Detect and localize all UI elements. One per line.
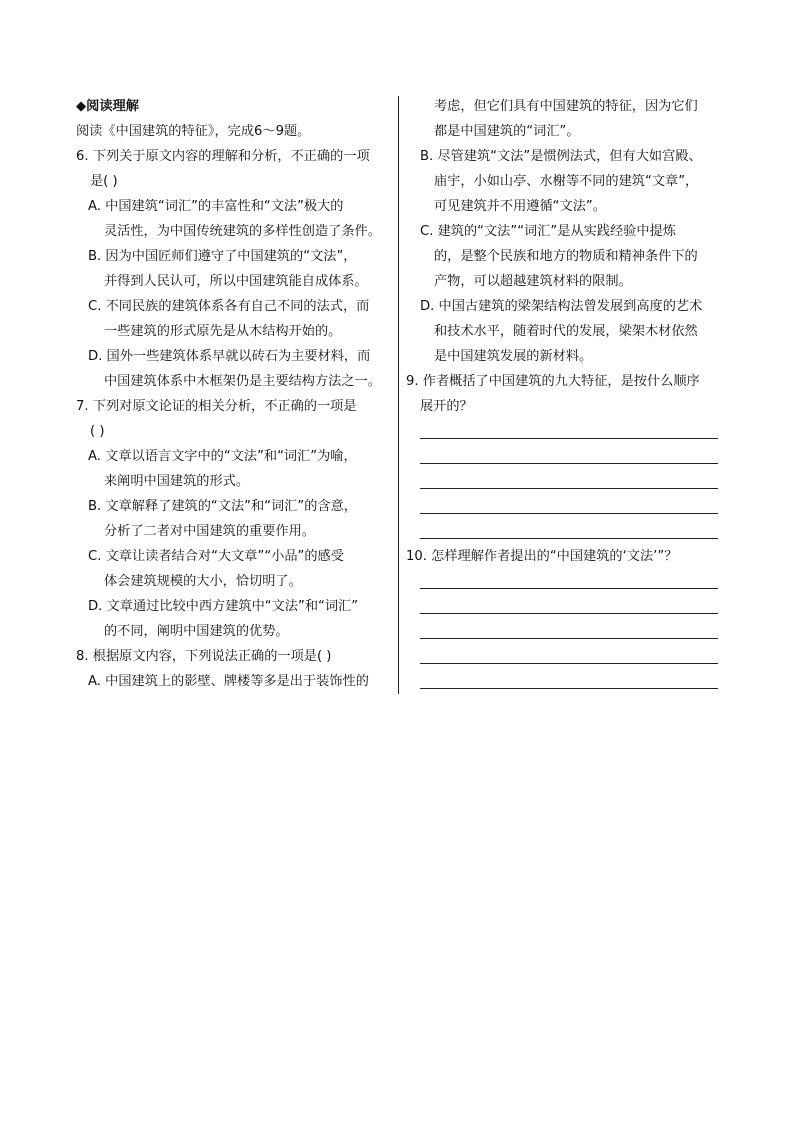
- q9-stem-cont: 展开的？: [420, 399, 473, 414]
- q9-answer-line-4[interactable]: [420, 513, 718, 514]
- q10-answer-line-2[interactable]: [420, 613, 718, 614]
- q8-option-a-cont-2: 都是中国建筑的“词汇”。: [434, 124, 580, 139]
- q9-answer-line-5[interactable]: [420, 538, 718, 539]
- q10-answer-line-1[interactable]: [420, 588, 718, 589]
- q8-option-d: D. 中国古建筑的梁架结构法曾发展到高度的艺术: [420, 299, 703, 314]
- q8-stem: 8. 根据原文内容，下列说法正确的一项是( ): [76, 649, 332, 664]
- q6-option-b-cont: 并得到人民认可，所以中国建筑能自成体系。: [104, 274, 368, 289]
- right-column: [406, 94, 724, 419]
- q9-answer-line-2[interactable]: [420, 463, 718, 464]
- q8-option-a: A. 中国建筑上的影壁、牌楼等多是出于装饰性的: [88, 674, 369, 689]
- q6-stem: 6. 下列关于原文内容的理解和分析，不正确的一项: [76, 149, 370, 164]
- q6-stem-cont: 是( ): [90, 174, 118, 189]
- q8-option-d-cont-2: 是中国建筑发展的新材料。: [434, 349, 593, 364]
- q7-option-b: B. 文章解释了建筑的“文法”和“词汇”的含意，: [88, 499, 357, 514]
- q8-option-b: B. 尽管建筑“文法”是惯例法式，但有大如宫殿、: [420, 149, 702, 164]
- q8-option-b-cont-2: 可见建筑并不用遵循“文法”。: [434, 199, 606, 214]
- q10-stem: 10. 怎样理解作者提出的“中国建筑的‘文法’”？: [406, 549, 678, 564]
- q8-option-c-cont: 的，是整个民族和地方的物质和精神条件下的: [434, 249, 698, 264]
- q10-answer-line-5[interactable]: [420, 688, 718, 689]
- q8-option-b-cont: 庙宇，小如山亭、水榭等不同的建筑“文章”，: [434, 174, 699, 189]
- q8-option-c: C. 建筑的“文法”“词汇”是从实践经验中提炼: [420, 224, 676, 239]
- q10-answer-line-3[interactable]: [420, 638, 718, 639]
- q8-option-a-cont: 考虑，但它们具有中国建筑的特征，因为它们: [434, 99, 698, 114]
- q9-stem: 9. 作者概括了中国建筑的九大特征，是按什么顺序: [406, 374, 700, 389]
- q10-answer-line-4[interactable]: [420, 663, 718, 664]
- column-divider: [398, 96, 399, 694]
- q6-option-a: A. 中国建筑“词汇”的丰富性和“文法”极大的: [88, 199, 344, 214]
- q9-answer-line-1[interactable]: [420, 438, 718, 439]
- q6-option-d-cont: 中国建筑体系中木框架仍是主要结构方法之一。: [104, 374, 381, 389]
- q7-option-b-cont: 分析了二者对中国建筑的重要作用。: [104, 524, 315, 539]
- q7-option-a-cont: 来阐明中国建筑的形式。: [104, 474, 250, 489]
- q7-option-d: D. 文章通过比较中西方建筑中“文法”和“词汇”: [88, 599, 359, 614]
- reading-intro: 阅读《中国建筑的特征》，完成6～9题。: [76, 124, 311, 139]
- q7-stem: 7. 下列对原文论证的相关分析，不正确的一项是: [76, 399, 357, 414]
- q7-option-d-cont: 的不同，阐明中国建筑的优势。: [104, 624, 289, 639]
- q10-block: [406, 544, 724, 569]
- q9-answer-line-3[interactable]: [420, 488, 718, 489]
- q7-option-c-cont: 体会建筑规模的大小，恰切明了。: [104, 574, 302, 589]
- q8-option-c-cont-2: 产物，可以超越建筑材料的限制。: [434, 274, 632, 289]
- q7-option-a: A. 文章以语言文字中的“文法”和“词汇”为喻，: [88, 449, 357, 464]
- left-column: [76, 94, 398, 694]
- q6-option-a-cont: 灵活性，为中国传统建筑的多样性创造了条件。: [104, 224, 381, 239]
- q6-option-c: C. 不同民族的建筑体系各有自己不同的法式，而: [88, 299, 370, 314]
- q7-stem-cont: ( ): [90, 424, 105, 439]
- q7-option-c: C. 文章让读者结合对“大文章”“小品”的感受: [88, 549, 344, 564]
- q6-option-c-cont: 一些建筑的形式原先是从木结构开始的。: [104, 324, 342, 339]
- section-title: ◆阅读理解: [76, 99, 139, 114]
- q6-option-b: B. 因为中国匠师们遵守了中国建筑的“文法”，: [88, 249, 357, 264]
- q8-option-d-cont: 和技术水平，随着时代的发展，梁架木材依然: [434, 324, 698, 339]
- q6-option-d: D. 国外一些建筑体系早就以砖石为主要材料，而: [88, 349, 371, 364]
